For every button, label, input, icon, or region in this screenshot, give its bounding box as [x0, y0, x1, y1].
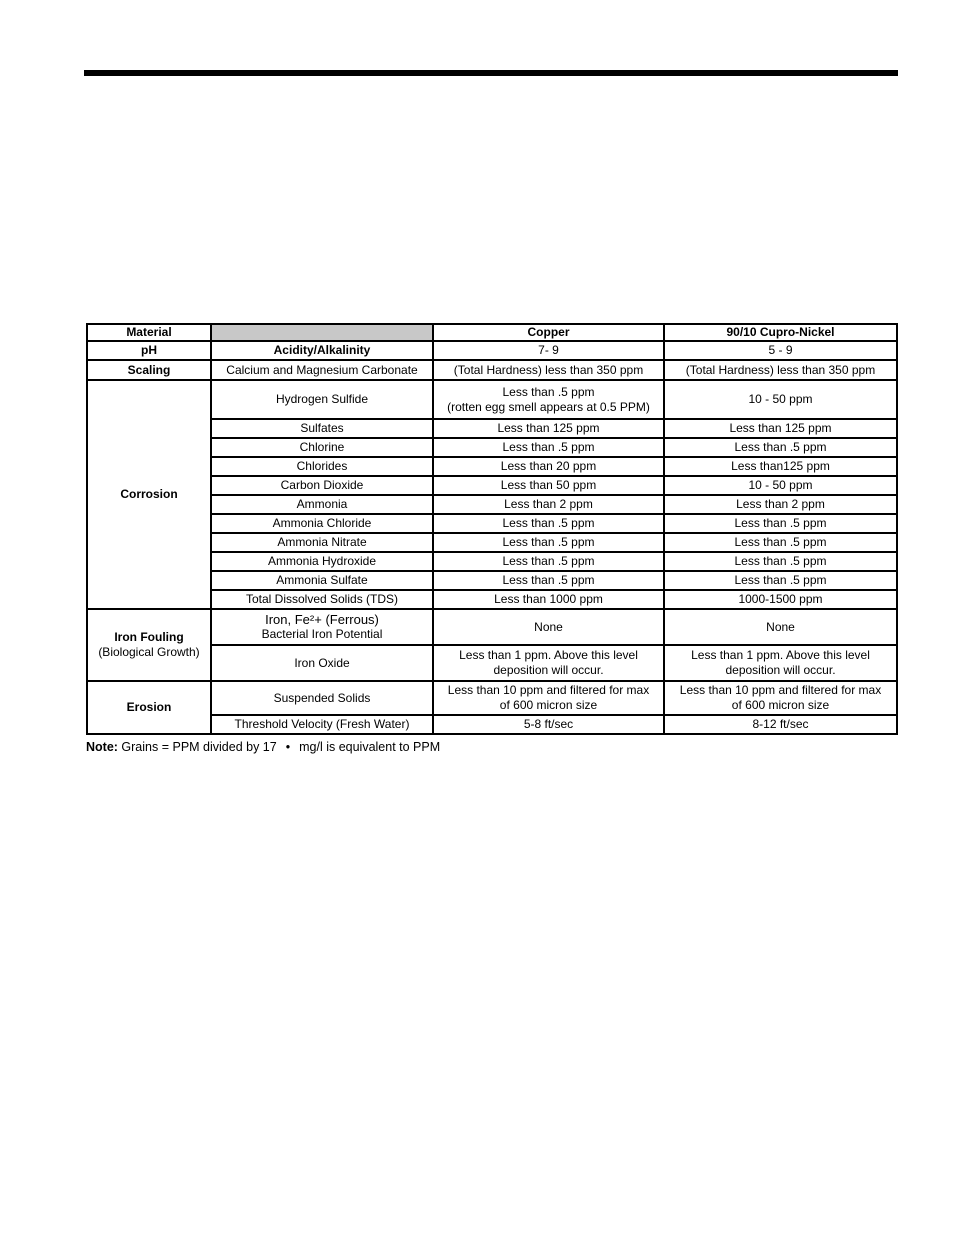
ferrous-param-line1: Iron, Fe²+ (Ferrous)	[265, 612, 379, 627]
oxide-copper-line1: Less than 1 ppm. Above this level	[459, 648, 638, 662]
table-row	[87, 609, 897, 645]
oxide-copper	[433, 645, 664, 681]
scaling-copper: (Total Hardness) less than 350 ppm	[433, 360, 664, 380]
corrosion-param: Total Dissolved Solids (TDS)	[211, 590, 433, 609]
table-row	[87, 380, 897, 419]
h2s-copper-line1: Less than .5 ppm	[502, 384, 595, 399]
scaling-label: Scaling	[87, 360, 211, 380]
ph-label: pH	[87, 341, 211, 360]
iron-fouling-title: Iron Fouling	[114, 630, 184, 644]
header-cupro-nickel: 90/10 Cupro-Nickel	[664, 324, 897, 341]
iron-fouling-label	[87, 609, 211, 681]
iron-fouling-sublabel: (Biological Growth)	[98, 645, 200, 659]
corrosion-copper: Less than 20 ppm	[433, 457, 664, 476]
corrosion-cupro: Less than125 ppm	[664, 457, 897, 476]
header-blank	[211, 324, 433, 341]
footnote	[86, 740, 440, 754]
corrosion-cupro: 10 - 50 ppm	[664, 476, 897, 495]
corrosion-cupro: Less than .5 ppm	[664, 514, 897, 533]
corrosion-copper: Less than 125 ppm	[433, 419, 664, 438]
ph-param: Acidity/Alkalinity	[211, 341, 433, 360]
corrosion-copper: Less than 2 ppm	[433, 495, 664, 514]
ph-cupro: 5 - 9	[664, 341, 897, 360]
table-row	[87, 681, 897, 715]
solids-copper-line1: Less than 10 ppm and filtered for max	[447, 683, 650, 697]
corrosion-cupro: Less than 125 ppm	[664, 419, 897, 438]
h2s-param: Hydrogen Sulfide	[211, 380, 433, 419]
ferrous-param-line2: Bacterial Iron Potential	[261, 627, 383, 641]
note-text-mgl: mg/l is equivalent to PPM	[299, 740, 441, 754]
top-rule	[84, 70, 898, 76]
corrosion-param: Chlorine	[211, 438, 433, 457]
corrosion-param: Ammonia Nitrate	[211, 533, 433, 552]
scaling-row	[87, 360, 897, 380]
note-bullet: •	[285, 740, 291, 754]
ferrous-param	[211, 609, 433, 645]
ph-copper: 7- 9	[433, 341, 664, 360]
corrosion-param: Ammonia Sulfate	[211, 571, 433, 590]
corrosion-copper: Less than .5 ppm	[433, 571, 664, 590]
solids-cupro-line2: of 600 micron size	[731, 698, 830, 712]
note-label: Note:	[86, 740, 118, 754]
solids-copper	[433, 681, 664, 715]
corrosion-cupro: Less than .5 ppm	[664, 552, 897, 571]
oxide-copper-line2: deposition will occur.	[493, 663, 604, 677]
note-text-grains: Grains = PPM divided by 17	[117, 740, 277, 754]
water-quality-table	[86, 323, 898, 735]
corrosion-copper: Less than .5 ppm	[433, 514, 664, 533]
h2s-cupro: 10 - 50 ppm	[664, 380, 897, 419]
corrosion-cupro: 1000-1500 ppm	[664, 590, 897, 609]
solids-param: Suspended Solids	[211, 681, 433, 715]
oxide-cupro-line1: Less than 1 ppm. Above this level	[691, 648, 870, 662]
scaling-param: Calcium and Magnesium Carbonate	[211, 360, 433, 380]
corrosion-param: Chlorides	[211, 457, 433, 476]
corrosion-cupro: Less than .5 ppm	[664, 438, 897, 457]
corrosion-param: Sulfates	[211, 419, 433, 438]
corrosion-param: Carbon Dioxide	[211, 476, 433, 495]
oxide-cupro	[664, 645, 897, 681]
corrosion-copper: Less than 1000 ppm	[433, 590, 664, 609]
corrosion-param: Ammonia Chloride	[211, 514, 433, 533]
header-material: Material	[87, 324, 211, 341]
h2s-copper-line2: (rotten egg smell appears at 0.5 PPM)	[447, 399, 650, 414]
velocity-param: Threshold Velocity (Fresh Water)	[211, 715, 433, 734]
ferrous-copper: None	[433, 609, 664, 645]
h2s-copper	[433, 380, 664, 419]
corrosion-copper: Less than .5 ppm	[433, 438, 664, 457]
corrosion-copper: Less than 50 ppm	[433, 476, 664, 495]
corrosion-param: Ammonia Hydroxide	[211, 552, 433, 571]
corrosion-copper: Less than .5 ppm	[433, 533, 664, 552]
scaling-cupro: (Total Hardness) less than 350 ppm	[664, 360, 897, 380]
velocity-copper: 5-8 ft/sec	[433, 715, 664, 734]
corrosion-label: Corrosion	[87, 380, 211, 609]
corrosion-param: Ammonia	[211, 495, 433, 514]
corrosion-cupro: Less than 2 ppm	[664, 495, 897, 514]
corrosion-copper: Less than .5 ppm	[433, 552, 664, 571]
header-row	[87, 324, 897, 341]
oxide-cupro-line2: deposition will occur.	[725, 663, 836, 677]
ferrous-cupro: None	[664, 609, 897, 645]
solids-copper-line2: of 600 micron size	[499, 698, 598, 712]
erosion-label: Erosion	[87, 681, 211, 734]
solids-cupro	[664, 681, 897, 715]
corrosion-cupro: Less than .5 ppm	[664, 533, 897, 552]
ph-row	[87, 341, 897, 360]
oxide-param: Iron Oxide	[211, 645, 433, 681]
velocity-cupro: 8-12 ft/sec	[664, 715, 897, 734]
header-copper: Copper	[433, 324, 664, 341]
corrosion-cupro: Less than .5 ppm	[664, 571, 897, 590]
solids-cupro-line1: Less than 10 ppm and filtered for max	[679, 683, 882, 697]
